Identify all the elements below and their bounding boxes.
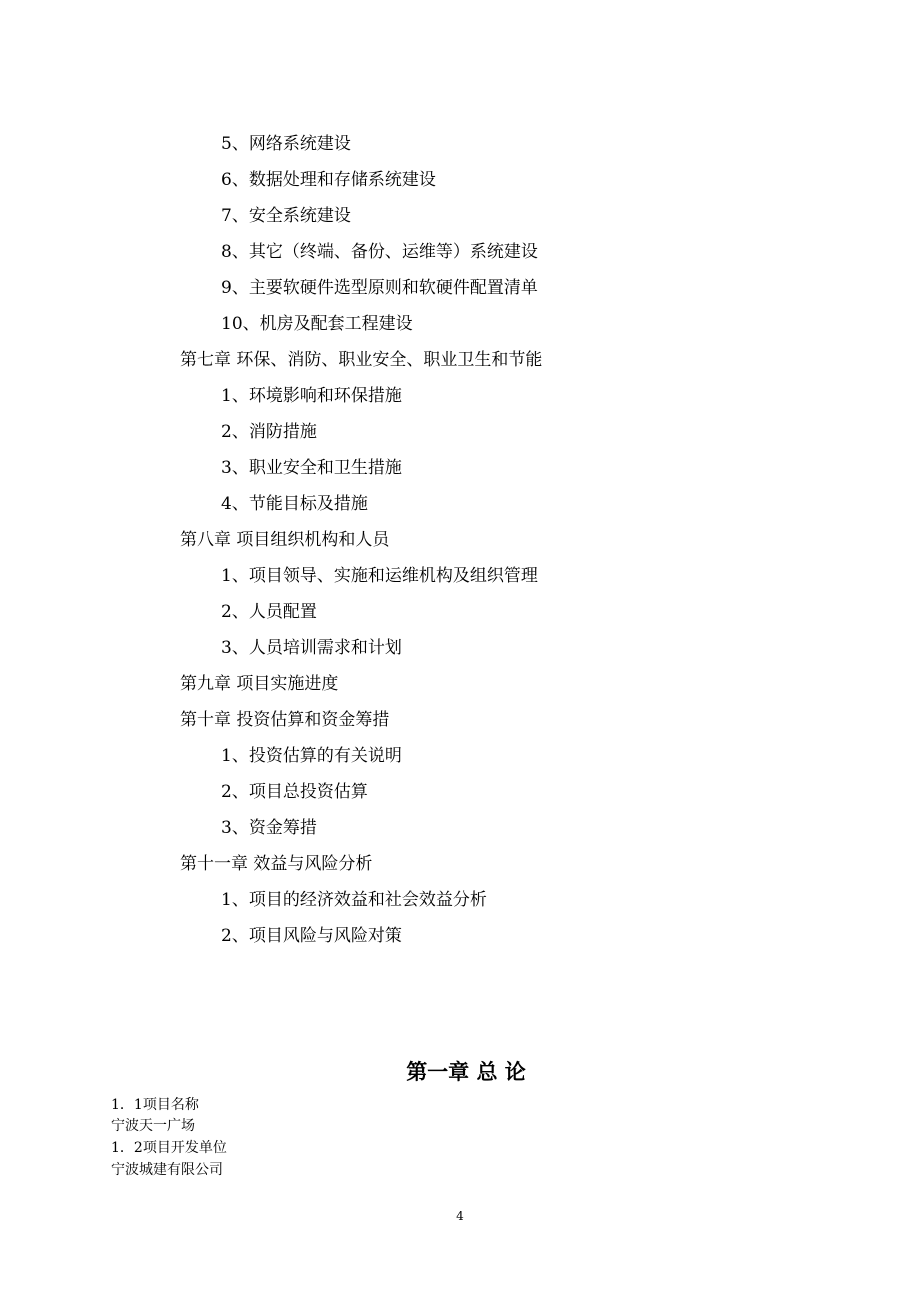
toc-item: 1、环境影响和环保措施	[221, 386, 402, 406]
section-text: 宁波天一广场	[111, 1118, 195, 1134]
toc-item: 6、数据处理和存储系统建设	[221, 170, 436, 190]
toc-item: 1、投资估算的有关说明	[221, 746, 402, 766]
page-number: 4	[456, 1209, 464, 1223]
toc-chapter: 第九章 项目实施进度	[180, 674, 339, 694]
section-text: 宁波城建有限公司	[111, 1162, 223, 1178]
toc-item: 4、节能目标及措施	[221, 494, 368, 514]
toc-item: 1、项目的经济效益和社会效益分析	[221, 890, 487, 910]
toc-item: 5、网络系统建设	[221, 134, 351, 154]
toc-item: 2、项目总投资估算	[221, 782, 368, 802]
toc-item: 2、项目风险与风险对策	[221, 926, 402, 946]
toc-item: 10、机房及配套工程建设	[221, 314, 413, 334]
toc-item: 3、职业安全和卫生措施	[221, 458, 402, 478]
toc-item: 3、人员培训需求和计划	[221, 638, 402, 658]
toc-item: 7、安全系统建设	[221, 206, 351, 226]
toc-item: 9、主要软硬件选型原则和软硬件配置清单	[221, 278, 538, 298]
toc-chapter: 第十一章 效益与风险分析	[180, 854, 373, 874]
toc-chapter: 第十章 投资估算和资金筹措	[180, 710, 390, 730]
toc-item: 8、其它（终端、备份、运维等）系统建设	[221, 242, 538, 262]
toc-item: 2、消防措施	[221, 422, 317, 442]
chapter-title: 第一章 总 论	[406, 1060, 526, 1084]
toc-chapter: 第八章 项目组织机构和人员	[180, 530, 390, 550]
toc-item: 3、资金筹措	[221, 818, 317, 838]
section-heading: 1．2项目开发单位	[111, 1140, 227, 1156]
toc-chapter: 第七章 环保、消防、职业安全、职业卫生和节能	[180, 350, 543, 370]
toc-item: 1、项目领导、实施和运维机构及组织管理	[221, 566, 538, 586]
toc-item: 2、人员配置	[221, 602, 317, 622]
section-heading: 1．1项目名称	[111, 1097, 199, 1113]
